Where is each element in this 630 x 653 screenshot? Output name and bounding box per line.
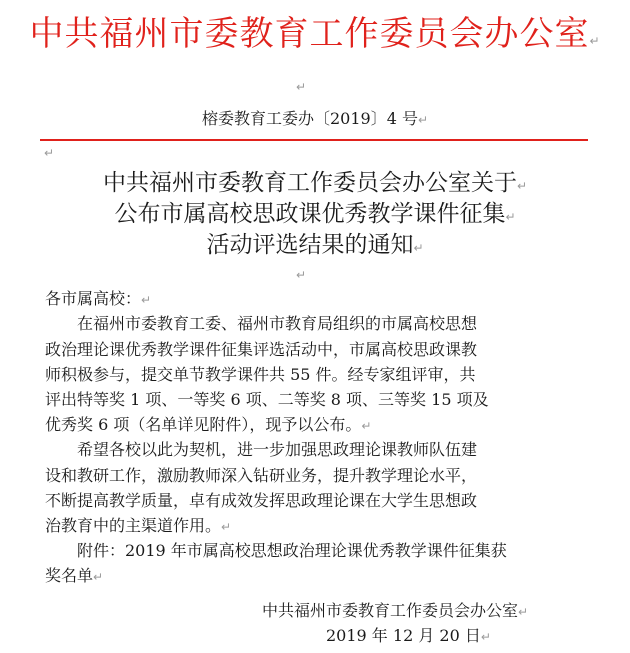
body-line: 治教育中的主渠道作用。↵ xyxy=(45,516,232,535)
paragraph-mark-icon: ↵ xyxy=(141,293,152,307)
empty-line xyxy=(296,80,306,94)
title-line-2: 公布市属高校思政课优秀教学课件征集↵ xyxy=(114,201,516,227)
paragraph-mark-icon: ↵ xyxy=(44,146,55,160)
paragraph-mark-icon: ↵ xyxy=(413,241,424,255)
attachment-line: 奖名单↵ xyxy=(45,566,104,585)
document-number-text: 榕委教育工委办〔2019〕4 号 xyxy=(201,109,418,128)
body-line: 设和教研工作，激励教师深入钻研业务，提升教学理论水平， xyxy=(45,466,478,485)
paragraph-mark-icon: ↵ xyxy=(361,419,372,433)
paragraph-mark-icon: ↵ xyxy=(93,570,104,584)
body-line: 优秀奖 6 项（名单详见附件），现予以公布。↵ xyxy=(45,415,372,434)
red-header-text: 中共福州市委教育工作委员会办公室 xyxy=(29,14,590,54)
paragraph-mark-icon: ↵ xyxy=(505,210,516,224)
body-line: 政治理论课优秀教学课件征集评选活动中，市属高校思政课教 xyxy=(45,340,478,359)
paragraph-mark-icon: ↵ xyxy=(589,34,601,48)
title-line-3: 活动评选结果的通知↵ xyxy=(206,232,424,258)
signature-org: 中共福州市委教育工作委员会办公室↵ xyxy=(262,601,529,620)
signature-date: 2019 年 12 月 20 日↵ xyxy=(326,626,491,645)
body-line: 在福州市委教育工委、福州市教育局组织的市属高校思想 xyxy=(77,314,478,333)
empty-line xyxy=(44,146,54,160)
attachment-line: 附件：2019 年市属高校思想政治理论课优秀教学课件征集获 xyxy=(77,541,507,560)
paragraph-mark-icon: ↵ xyxy=(296,80,307,94)
paragraph-mark-icon: ↵ xyxy=(296,268,307,282)
paragraph-mark-icon: ↵ xyxy=(417,113,429,127)
document-number xyxy=(0,106,630,129)
body-line: 希望各校以此为契机，进一步加强思政理论课教师队伍建 xyxy=(77,440,478,459)
empty-line xyxy=(296,268,306,282)
paragraph-mark-icon: ↵ xyxy=(480,630,491,644)
title-line-1: 中共福州市委教育工作委员会办公室关于↵ xyxy=(102,170,528,196)
salutation: 各市属高校：↵ xyxy=(45,289,152,308)
body-line: 师积极参与，提交单节教学课件共 55 件。经专家组评审，共 xyxy=(45,365,476,384)
paragraph-mark-icon: ↵ xyxy=(221,520,232,534)
red-header xyxy=(0,6,630,55)
body-line: 不断提高教学质量，卓有成效发挥思政理论课在大学生思想政 xyxy=(45,491,478,510)
paragraph-mark-icon: ↵ xyxy=(516,179,528,193)
body-line: 评出特等奖 1 项、一等奖 6 项、二等奖 8 项、三等奖 15 项及 xyxy=(45,390,489,409)
red-divider xyxy=(40,139,588,141)
paragraph-mark-icon: ↵ xyxy=(518,605,529,619)
